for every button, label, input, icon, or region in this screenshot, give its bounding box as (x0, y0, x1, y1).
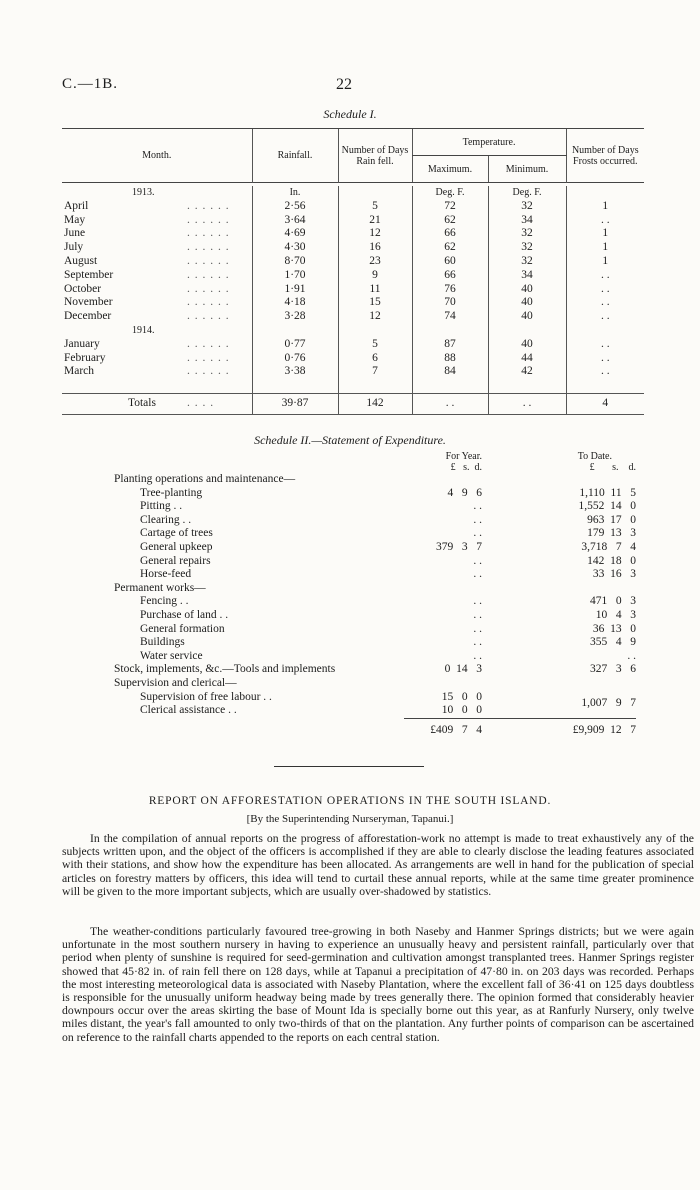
schedule-2-title: Schedule II.—Statement of Expenditure. (254, 433, 446, 447)
total-for-year: £409 7 4 (404, 718, 490, 743)
for-year-cell: . . (473, 649, 482, 662)
frost-cell: . . (566, 283, 644, 297)
min-cell: 40 (488, 310, 566, 324)
max-cell: 74 (412, 310, 488, 324)
table-row (114, 527, 636, 541)
rainfall-cell: 1·91 (252, 283, 338, 297)
to-date-cell: 33 16 3 (592, 568, 636, 581)
month-cell: September . . . . . . (64, 268, 230, 281)
days-cell: 6 (338, 352, 412, 366)
to-date-cell: 355 4 9 (590, 636, 636, 649)
table-row (62, 255, 644, 269)
min-cell: 32 (488, 227, 566, 241)
month-name: September (64, 268, 114, 281)
table-row (62, 296, 644, 310)
to-date-cell: 963 17 0 (587, 513, 636, 526)
for-year-cell (404, 473, 490, 487)
schedule-1-title: Schedule I. (323, 107, 377, 121)
min-cell: 32 (488, 241, 566, 255)
total-frost: 4 (566, 393, 644, 414)
min-cell: 42 (488, 365, 566, 379)
month-cell: July . . . . . . (64, 241, 230, 254)
expense-label: Purchase of land . . (140, 608, 229, 621)
for-year-cell: 379 3 7 (436, 540, 482, 553)
expense-label: Stock, implements, &c.—Tools and implements (114, 663, 336, 676)
rainfall-cell: 3·38 (252, 365, 338, 379)
max-cell: 62 (412, 214, 488, 228)
for-year-cell: . . (473, 500, 482, 513)
unit-minimum: Deg. F. (488, 186, 566, 200)
expense-label: General repairs (140, 554, 211, 567)
month-cell: November . . . . . . (64, 296, 230, 309)
days-cell: 7 (338, 365, 412, 379)
min-cell: 34 (488, 214, 566, 228)
to-date-cell: 142 18 0 (587, 554, 636, 567)
for-year-cell: . . (473, 608, 482, 621)
min-cell: 32 (488, 200, 566, 214)
combined-to-date: 1,007 9 7 (581, 697, 636, 710)
to-date-cell: 179 13 3 (587, 527, 636, 540)
totals-row (62, 393, 644, 414)
min-cell: 32 (488, 255, 566, 269)
rainfall-cell: 3·28 (252, 310, 338, 324)
col-frosts: Number of Days Frosts occurred. (566, 129, 644, 183)
max-cell: 62 (412, 241, 488, 255)
days-cell: 23 (338, 255, 412, 269)
expense-label: Pitting . . (140, 500, 183, 513)
days-cell: 12 (338, 227, 412, 241)
month-name: December (64, 310, 112, 323)
expense-label: Horse-feed (140, 568, 192, 581)
expenditure-totals (114, 718, 636, 743)
expenditure-table (114, 451, 636, 743)
report-paragraph: The weather-conditions particularly favoured tree-growing in both Naseby and Hanmer Springs districts; but we were again unfortunate in the most southern nursery in having to experience an unusually heavy and persistent rainfall, particularly over that period when plenty of sunshine is required for seed-germination and cultivation amongst transplanted trees. Hanmer Springs register showed that 45·82 in. of rain fell there on 128 days, while at Tapanui a precipitation of 47·80 in. on 203 days was recorded. Perhaps the most interesting meteorological data is associated with Naseby Plantation, where the excellent fall of 36·41 on 125 days doubtless is responsible for the unusually uniform headway being made by trees generally there. The opinion formed that considerably heavier downpours occur over the areas skirting the base of Mount Ida is specially borne out this year, as at Ranfurly Nursery, only twelve miles distant, the year's fall amounted to only two-thirds of that on the plantation. Any further points of comparison can be ascertained on reference to the rainfall charts appended to the reports on each central station. (62, 925, 694, 1044)
for-year-cell: 10 0 0 (441, 704, 482, 717)
max-cell: 87 (412, 338, 488, 352)
col-days: Number of Days Rain fell. (338, 129, 412, 183)
table-row (62, 338, 644, 352)
to-date-cell: 36 13 0 (592, 622, 636, 635)
total-to-date: £9,909 12 7 (490, 718, 636, 743)
table-row (114, 500, 636, 514)
frost-cell: 1 (566, 200, 644, 214)
expense-label: Permanent works— (114, 581, 206, 594)
max-cell: 84 (412, 365, 488, 379)
table-row (114, 609, 636, 623)
month-name: January (64, 337, 100, 350)
days-cell: 5 (338, 338, 412, 352)
for-year-cell: . . (473, 622, 482, 635)
rainfall-cell: 3·64 (252, 214, 338, 228)
document-reference: C.—1B. (62, 76, 119, 92)
table-row (62, 269, 644, 283)
unit-maximum: Deg. F. (412, 186, 488, 200)
for-year-cell: 0 14 3 (444, 663, 482, 676)
rainfall-cell: 1·70 (252, 269, 338, 283)
col-temperature: Temperature. (412, 129, 566, 156)
month-name: August (64, 254, 98, 267)
to-date-cell (490, 677, 636, 691)
col-to-date: To Date. (577, 451, 612, 462)
to-date-cell: . . (627, 649, 636, 662)
rainfall-cell: 4·30 (252, 241, 338, 255)
table-row (114, 487, 636, 501)
rainfall-cell: 4·18 (252, 296, 338, 310)
for-year-cell: 15 0 0 (441, 690, 482, 703)
frost-cell: . . (566, 352, 644, 366)
table-row (114, 568, 636, 582)
rainfall-cell: 4·69 (252, 227, 338, 241)
frost-cell: . . (566, 338, 644, 352)
max-cell: 70 (412, 296, 488, 310)
max-cell: 60 (412, 255, 488, 269)
total-days: 142 (338, 393, 412, 414)
days-cell: 5 (338, 200, 412, 214)
for-year-cell: . . (473, 554, 482, 567)
to-date-cell: 471 0 3 (590, 595, 636, 608)
year-label: 1914. (132, 324, 155, 336)
max-cell: 66 (412, 269, 488, 283)
month-cell: February . . . . . . (64, 351, 230, 364)
table-row (114, 650, 636, 664)
table-row (114, 514, 636, 528)
frost-cell: . . (566, 365, 644, 379)
expense-label: Planting operations and maintenance— (114, 473, 296, 485)
min-cell: 34 (488, 269, 566, 283)
frost-cell: . . (566, 310, 644, 324)
frost-cell: . . (566, 269, 644, 283)
to-date-cell: 1,552 14 0 (578, 500, 636, 513)
report-paragraph: In the compilation of annual reports on the progress of afforestation-work no attempt is made to treat exhaustively any of the subjects written upon, and the object of the officers is accomplished if they are able to clearly disclose the leading features associated with their stations, and show how the expenditure has been allocated. As arrangements are well in hand for the publication of special articles on forestry matters by officers, this idea will tend to curtail these annual reports, while at the same time greater prominence will be given to the more important subjects, which are usually over-shadowed by statistics. (62, 832, 694, 898)
table-row (62, 310, 644, 324)
min-cell: 40 (488, 283, 566, 297)
frost-cell: 1 (566, 227, 644, 241)
days-cell: 16 (338, 241, 412, 255)
to-date-cell: 10 4 3 (595, 608, 636, 621)
table-row (114, 663, 636, 677)
table-row (62, 352, 644, 366)
days-cell: 15 (338, 296, 412, 310)
month-name: February (64, 351, 106, 364)
total-min: . . (488, 393, 566, 414)
month-name: October (64, 282, 102, 295)
to-date-cell: 327 3 6 (590, 663, 636, 676)
month-cell: January . . . . . . (64, 337, 230, 350)
table-row (114, 691, 636, 705)
expense-label: Tree-planting (140, 486, 203, 499)
to-date-cell: 3,718 7 4 (581, 540, 636, 553)
to-date-cell: 1,110 11 5 (579, 486, 636, 499)
rainfall-table (62, 128, 644, 415)
min-cell: 40 (488, 338, 566, 352)
table-row (62, 214, 644, 228)
col-minimum: Minimum. (488, 156, 566, 183)
table-row (114, 555, 636, 569)
month-name: May (64, 213, 86, 226)
expense-label: Cartage of trees (140, 527, 213, 540)
year-label: 1913. (132, 187, 155, 198)
max-cell: 88 (412, 352, 488, 366)
report-title: REPORT ON AFFORESTATION OPERATIONS IN THE SOUTH ISLAND. (148, 795, 552, 807)
month-name: April (64, 199, 89, 212)
for-year-cell: . . (473, 595, 482, 608)
expense-label: General upkeep (140, 540, 213, 553)
month-name: November (64, 296, 113, 309)
table-row (114, 582, 636, 596)
col-for-year: For Year. (445, 451, 482, 462)
min-cell: 40 (488, 296, 566, 310)
days-cell: 11 (338, 283, 412, 297)
expense-label: Clerical assistance . . (140, 704, 237, 717)
for-year-cell (404, 677, 490, 691)
table-row (62, 200, 644, 214)
expense-label: General formation (140, 622, 225, 635)
month-cell: May . . . . . . (64, 213, 230, 226)
totals-label: Totals . . . . (62, 393, 252, 414)
min-cell: 44 (488, 352, 566, 366)
col-rainfall: Rainfall. (252, 129, 338, 183)
table-row (114, 595, 636, 609)
col-month: Month. (62, 129, 252, 183)
expense-label: Clearing . . (140, 513, 192, 526)
days-cell: 21 (338, 214, 412, 228)
for-year-cell: . . (473, 513, 482, 526)
month-cell: December . . . . . . (64, 310, 230, 323)
table-row (114, 636, 636, 650)
expense-label: Buildings (140, 636, 185, 649)
rainfall-cell: 0·77 (252, 338, 338, 352)
frost-cell: 1 (566, 241, 644, 255)
frost-cell: . . (566, 296, 644, 310)
max-cell: 66 (412, 227, 488, 241)
table-row (114, 623, 636, 637)
table-row (62, 283, 644, 297)
month-cell: August . . . . . . (64, 254, 230, 267)
month-name: July (64, 241, 84, 254)
expense-label: Water service (140, 649, 203, 662)
frost-cell: 1 (566, 255, 644, 269)
month-cell: March . . . . . . (64, 365, 230, 378)
table-row (114, 677, 636, 691)
for-year-cell: . . (473, 568, 482, 581)
col-maximum: Maximum. (412, 156, 488, 183)
page-number: 22 (336, 76, 352, 93)
table-row (114, 473, 636, 487)
for-year-cell: . . (473, 527, 482, 540)
max-cell: 72 (412, 200, 488, 214)
expense-label: Fencing . . (140, 595, 189, 608)
to-date-cell (490, 582, 636, 596)
month-cell: October . . . . . . (64, 282, 230, 295)
total-max: . . (412, 393, 488, 414)
rainfall-cell: 2·56 (252, 200, 338, 214)
for-year-cell: . . (473, 636, 482, 649)
table-row (114, 541, 636, 555)
rainfall-cell: 0·76 (252, 352, 338, 366)
total-rain: 39·87 (252, 393, 338, 414)
table-row (62, 365, 644, 379)
frost-cell: . . (566, 214, 644, 228)
for-year-cell (404, 582, 490, 596)
month-name: March (64, 365, 95, 378)
max-cell: 76 (412, 283, 488, 297)
expense-label: Supervision of free labour . . (140, 690, 272, 703)
lsd-header-year: £ s. d. (450, 462, 482, 473)
days-cell: 9 (338, 269, 412, 283)
days-cell: 12 (338, 310, 412, 324)
month-name: June (64, 227, 86, 240)
month-cell: June . . . . . . (64, 227, 230, 240)
expense-label: Supervision and clerical— (114, 676, 237, 689)
table-row (62, 241, 644, 255)
lsd-header-date: £ s. d. (589, 462, 636, 473)
month-cell: April . . . . . . (64, 199, 230, 212)
unit-rainfall: In. (252, 186, 338, 200)
report-byline: [By the Superintending Nurseryman, Tapanui.] (246, 813, 454, 825)
for-year-cell: 4 9 6 (447, 486, 482, 499)
table-row (62, 227, 644, 241)
to-date-cell (490, 473, 636, 487)
rainfall-cell: 8·70 (252, 255, 338, 269)
section-divider (274, 766, 424, 767)
